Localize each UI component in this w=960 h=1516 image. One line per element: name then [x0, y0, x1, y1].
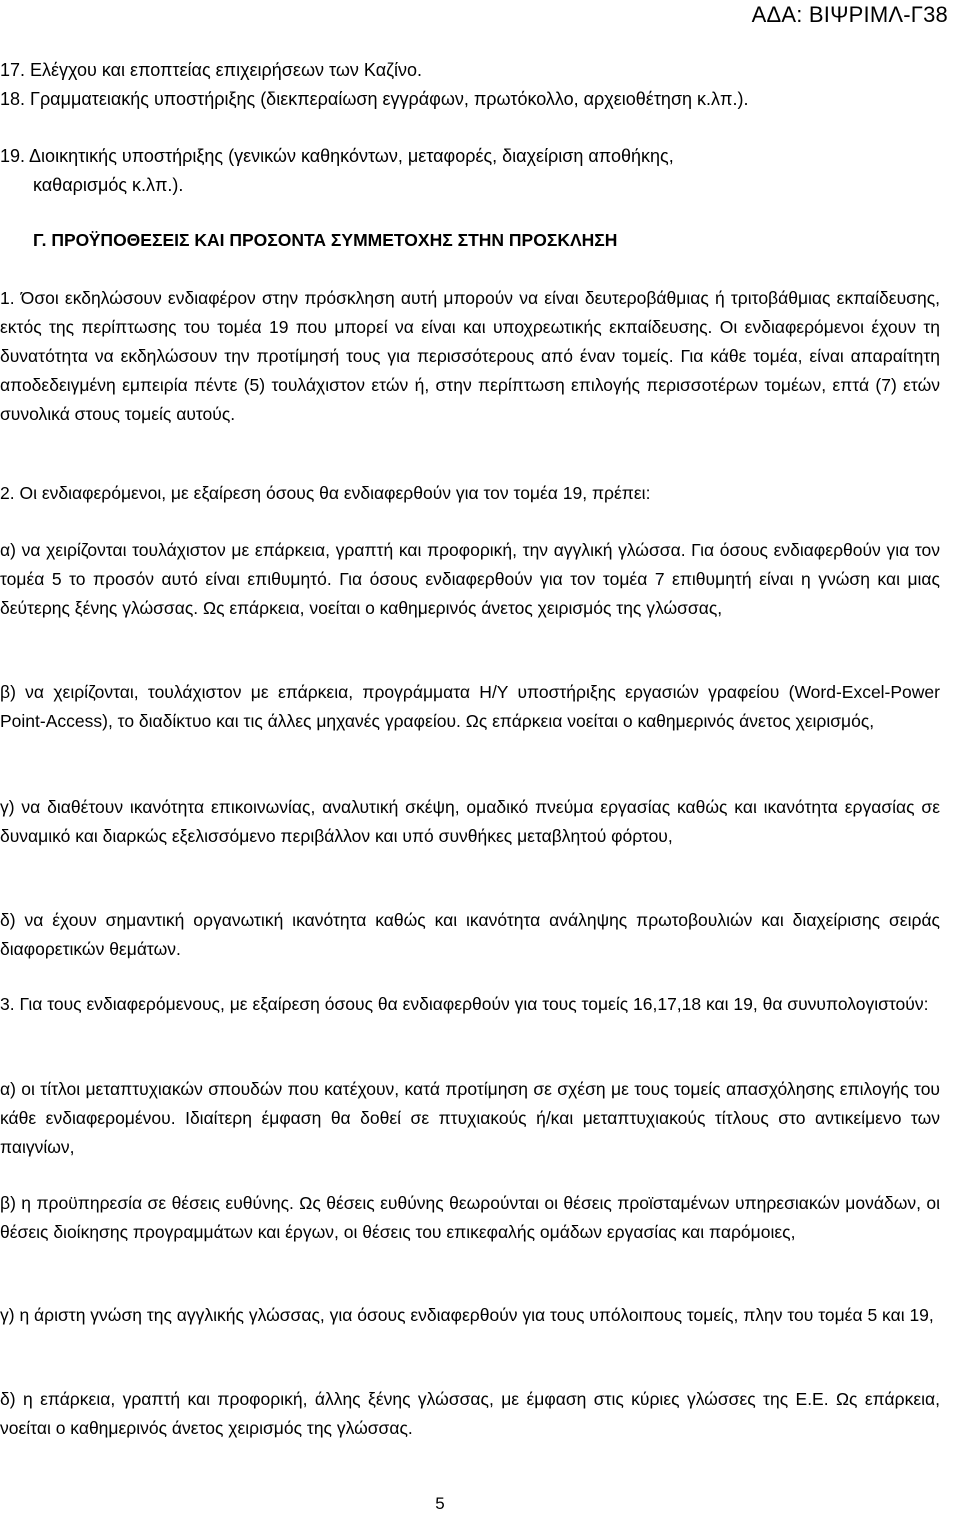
paragraph-2: 2. Οι ενδιαφερόμενοι, με εξαίρεση όσους θα ενδιαφερθούν για τον τομέα 19, πρέπει: — [0, 483, 651, 503]
section-heading: Γ. ΠΡΟΫΠΟΘΕΣΕΙΣ ΚΑΙ ΠΡΟΣΟΝΤΑ ΣΥΜΜΕΤΟΧΗΣ ΣΤΗΝ ΠΡΟΣΚΛΗΣΗ — [33, 230, 618, 250]
paragraph-2d: δ) να έχουν σημαντική οργανωτική ικανότητα καθώς και ικανότητα ανάληψης πρωτοβουλιών και διαχείρισης σειράς διαφορετικών θεμάτων. — [0, 910, 940, 959]
paragraph-2c: γ) να διαθέτουν ικανότητα επικοινωνίας, αναλυτική σκέψη, ομαδικό πνεύμα εργασίας καθώς και ικανότητα εργασίας σε δυναμικό και διαρκώς εξελισσόμενο περιβάλλον και υπό συνθήκες μεταβλητού φόρτου, — [0, 797, 940, 846]
paragraph-3: 3. Για τους ενδιαφερόμενους, με εξαίρεση όσους θα ενδιαφερθούν για τους τομείς 16,17,18 και 19, θα συνυπολογιστούν: — [0, 994, 929, 1014]
list-item-19: 19. Διοικητικής υποστήριξης (γενικών καθηκόντων, μεταφορές, διαχείριση αποθήκης, — [0, 146, 674, 166]
list-item-17: 17. Ελέγχου και εποπτείας επιχειρήσεων των Καζίνο. — [0, 60, 423, 80]
page-number: 5 — [435, 1494, 445, 1513]
paragraph-3a: α) οι τίτλοι μεταπτυχιακών σπουδών που κατέχουν, κατά προτίμηση σε σχέση με τους τομείς απασχόλησης επιλογής του κάθε ενδιαφερομένου. Ιδιαίτερη έμφαση θα δοθεί σε πτυχιακούς ή/και μεταπτυχιακούς τίτλους στο αντικείμενο των παιγνίων, — [0, 1079, 940, 1157]
list-item-19-continuation: καθαρισμός κ.λπ.). — [33, 175, 184, 195]
paragraph-2a: α) να χειρίζονται τουλάχιστον με επάρκεια, γραπτή και προφορική, την αγγλική γλώσσα. Για όσους ενδιαφερθούν για τον τομέα 5 το προσόν αυτό είναι επιθυμητό. Για όσους ενδιαφερθούν για τον τομέα 7 επιθυμητή είναι η γνώση και μιας δεύτερης ξένης γλώσσας. Ως επάρκεια, νοείται ο καθημερινός άνετος χειρισμός της γλώσσας, — [0, 540, 940, 618]
paragraph-3c: γ) η άριστη γνώση της αγγλικής γλώσσας, για όσους ενδιαφερθούν για τους υπόλοιπους τομείς, πλην του τομέα 5 και 19, — [0, 1305, 934, 1325]
ada-code: ΑΔΑ: ΒΙΨΡΙΜΛ-Γ38 — [751, 2, 948, 27]
paragraph-1: 1. Όσοι εκδηλώσουν ενδιαφέρον στην πρόσκληση αυτή μπορούν να είναι δευτεροβάθμιας ή τριτοβάθμιας εκπαίδευσης, εκτός της περίπτωσης του τομέα 19 που μπορεί να είναι και υποχρεωτικής εκπαίδευσης. Οι ενδιαφερόμενοι έχουν τη δυνατότητα να εκδηλώσουν την προτίμησή τους για περισσότερους από έναν τομείς. Για κάθε τομέα, είναι απαραίτητη αποδεδειγμένη εμπειρία πέντε (5) τουλάχιστον ετών ή, στην περίπτωση επιλογής περισσοτέρων τομέων, επτά (7) ετών συνολικά στους τομείς αυτούς. — [0, 288, 940, 424]
list-item-18: 18. Γραμματειακής υποστήριξης (διεκπεραίωση εγγράφων, πρωτόκολλο, αρχειοθέτηση κ.λπ.). — [0, 89, 749, 109]
paragraph-2b: β) να χειρίζονται, τουλάχιστον με επάρκεια, προγράμματα Η/Υ υποστήριξης εργασιών γραφείου (Word-Excel-Power Point-Access), το διαδίκτυο και τις άλλες μηχανές γραφείου. Ως επάρκεια νοείται ο καθημερινός άνετος χειρισμός, — [0, 682, 940, 731]
paragraph-3b: β) η προϋπηρεσία σε θέσεις ευθύνης. Ως θέσεις ευθύνης θεωρούνται οι θέσεις προϊσταμένων υπηρεσιακών μονάδων, οι θέσεις διοίκησης προγραμμάτων και έργων, οι θέσεις του επικεφαλής ομάδων εργασίας και παρόμοιες, — [0, 1193, 940, 1242]
paragraph-3d: δ) η επάρκεια, γραπτή και προφορική, άλλης ξένης γλώσσας, με έμφαση στις κύριες γλώσσες της Ε.Ε. Ως επάρκεια, νοείται ο καθημερινός άνετος χειρισμός της γλώσσας. — [0, 1389, 940, 1438]
